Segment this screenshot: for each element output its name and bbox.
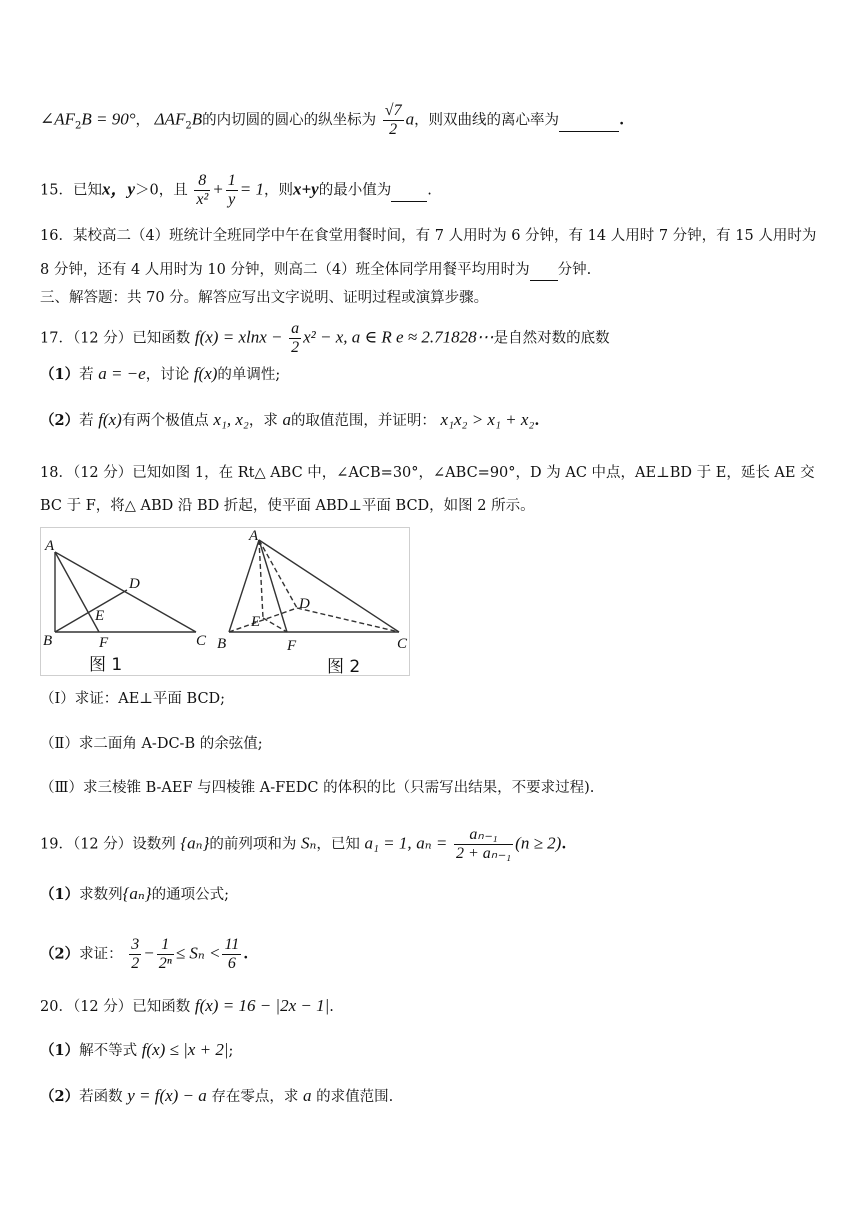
period: . [619, 111, 625, 129]
text: 解不等式 [79, 1043, 138, 1059]
angle-expr: ∠AF [40, 109, 76, 129]
part-label: （2） [40, 945, 80, 963]
q17-part2 [40, 410, 539, 431]
fraction [157, 936, 174, 973]
frac-den: 2 [291, 339, 300, 356]
fig2-label-f: F [287, 638, 297, 654]
math: Sₙ [300, 833, 317, 853]
q20-line [40, 996, 334, 1017]
fraction [454, 826, 513, 863]
fig2-label-e: E [251, 614, 261, 630]
text: 有两个极值点 [121, 413, 209, 429]
answer-blank [391, 181, 427, 202]
q18-part-ii: （Ⅱ）求二面角 A-DC-B 的余弦值; [40, 736, 263, 752]
text: ，讨论 [145, 367, 190, 383]
q17-tail: 是自然对数的底数 [493, 330, 610, 347]
q20-head: 20．（12 分）已知函数 [40, 999, 191, 1015]
fig1-label-d: D [129, 576, 140, 592]
frac-den: y [228, 191, 236, 208]
fig2-label-b: B [217, 636, 227, 652]
frac-den: 2ⁿ [158, 955, 172, 972]
triangle-vertex: B [191, 109, 203, 129]
separator: ， [135, 112, 151, 129]
math: {aₙ} [122, 884, 152, 903]
fig2-edge-bd [229, 608, 297, 632]
math: {aₙ} [180, 833, 210, 853]
part-label: （1） [40, 366, 80, 383]
fraction [222, 936, 241, 973]
text: 的单调性; [217, 367, 281, 383]
fig1-label-c: C [196, 633, 207, 649]
math: (n ≥ 2) [515, 833, 562, 853]
q17-line [40, 320, 610, 357]
fraction [383, 102, 404, 139]
frac-den: 6 [227, 955, 236, 972]
q19-line [40, 826, 566, 863]
math: x₁, x₂ [213, 410, 249, 429]
answer-blank [530, 260, 558, 281]
part-label: （2） [40, 412, 80, 429]
q18-part-iii: （Ⅲ）求三棱锥 B-AEF 与四棱锥 A-FEDC 的体积的比（只需写出结果，不要求过程). [40, 780, 595, 796]
text: ，求 [248, 413, 278, 429]
math: a = −e [98, 364, 146, 383]
q15-number: 15．已知 [40, 182, 102, 199]
period: . [534, 412, 540, 429]
q15-vars: x，y [101, 179, 135, 199]
text: 若 [79, 367, 94, 383]
plus: + [212, 179, 224, 199]
frac-den: 2 [389, 121, 398, 138]
fig1-caption: 图 1 [89, 655, 123, 675]
fig1-edge-bd [55, 590, 127, 632]
section-heading: 三、解答题：共 70 分。解答应写出文字说明、证明过程或演算步骤。 [40, 290, 489, 306]
text: 的取值范围，并证明： [290, 413, 436, 429]
math: f(x) [193, 364, 218, 383]
q19-part1 [40, 884, 229, 905]
frac-num: √7 [384, 102, 402, 119]
q15-expr: x+y [292, 179, 319, 199]
text: ; [228, 1043, 234, 1059]
frac-den: 2 + aₙ₋₁ [455, 845, 512, 862]
q14-tail-line [40, 102, 624, 139]
equals: = 1 [239, 179, 264, 199]
q15-tail: 的最小值为 [318, 182, 392, 199]
q17-function-rest: x² − x, a ∈ R e ≈ 2.71828⋯ [303, 327, 494, 347]
math: f(x) [98, 410, 122, 429]
period: . [427, 182, 432, 199]
period: . [561, 835, 567, 853]
q17-part1 [40, 364, 280, 385]
q15-line [40, 172, 432, 209]
frac-num: aₙ₋₁ [454, 826, 513, 845]
math: y = f(x) − a [127, 1086, 207, 1105]
q16-text: 8 分钟，还有 4 人用时为 10 分钟，则高二（4）班全体同学用餐平均用时为 [40, 262, 530, 278]
period: . [329, 999, 334, 1015]
fig1-label-f: F [99, 635, 109, 651]
frac-num: 8 [194, 172, 210, 191]
math: f(x) = 16 − |2x − 1| [194, 996, 330, 1015]
q18-figure-svg [41, 528, 409, 675]
fig1-label-b: B [43, 633, 53, 649]
text: 存在零点，求 [211, 1089, 299, 1105]
q17-function: f(x) = xlnx − [194, 327, 283, 347]
q18-line1: 18．（12 分）已知如图 1，在 Rt△ ABC 中，∠ACB=30°，∠ABC=90°，D 为 AC 中点，AE⊥BD 于 E，延长 AE 交 [40, 465, 815, 481]
fig2-caption: 图 2 [327, 657, 361, 675]
math: a [282, 410, 291, 429]
frac-num: 11 [224, 936, 240, 953]
text: 求证： [79, 946, 123, 963]
part-label: （2） [40, 1088, 80, 1105]
frac-num: 1 [227, 172, 236, 189]
q18-part-i: （Ⅰ）求证：AE⊥平面 BCD; [40, 691, 226, 707]
frac-num: 1 [157, 936, 174, 955]
math: a₁ = 1, [364, 833, 412, 853]
figure-1 [55, 552, 196, 632]
math: a [303, 1086, 312, 1105]
fig2-label-a: A [249, 528, 259, 544]
fig2-edge-ad [259, 540, 297, 608]
text: 求数列 [79, 887, 123, 903]
q17-head: 17．（12 分）已知函数 [40, 330, 191, 347]
q19-part2 [40, 936, 248, 973]
period: . [243, 945, 249, 963]
fig1-label-e: E [95, 608, 105, 624]
q18-figures [40, 527, 410, 676]
text: 的前列项和为 [209, 836, 297, 853]
text: 若 [79, 413, 94, 429]
frac-num: a [291, 320, 300, 337]
q14-tail-text: ，则双曲线的离心率为 [414, 112, 560, 129]
q15-text: ，则 [263, 182, 293, 199]
math: aₙ = [416, 833, 448, 853]
fraction [226, 172, 238, 209]
subscript: 2 [185, 120, 192, 132]
fig1-label-a: A [45, 538, 55, 554]
part-label: （1） [40, 1042, 80, 1059]
math: x₁x₂ > x₁ + x₂ [440, 410, 535, 429]
text: 若函数 [79, 1089, 123, 1105]
fig2-label-d: D [299, 596, 310, 612]
fig2-label-c: C [397, 636, 408, 652]
q14-text: 的内切圆的圆心的纵坐标为 [202, 112, 377, 129]
q15-cond: ＞0，且 [135, 182, 188, 199]
fig2-edge-ac [259, 540, 399, 632]
var-a: a [405, 109, 415, 129]
frac-den: 2 [131, 955, 140, 972]
q18-line2: BC 于 F，将△ ABD 沿 BD 折起，使平面 ABD⊥平面 BCD，如图 2 所示。 [40, 498, 535, 514]
fraction [194, 172, 210, 209]
frac-den: x² [196, 191, 209, 208]
q16-line1: 16．某校高二（4）班统计全班同学中午在食堂用餐时间，有 7 人用时为 6 分钟，有 14 人用时 7 分钟，有 15 人用时为 [40, 228, 817, 244]
part-label: （1） [40, 886, 80, 903]
text: 的通项公式; [151, 887, 229, 903]
fraction [289, 320, 301, 357]
fraction [129, 936, 141, 973]
q16-line2 [40, 260, 591, 281]
answer-blank [559, 111, 619, 132]
minus: − [143, 943, 155, 963]
q20-part1 [40, 1040, 233, 1061]
text: 的求值范围. [316, 1089, 394, 1105]
math: ≤ Sₙ < [175, 943, 221, 963]
text: ，已知 [316, 836, 360, 853]
angle-value: B = 90° [81, 109, 136, 129]
q20-part2 [40, 1086, 393, 1107]
triangle-expr: ΔAF [154, 109, 186, 129]
subscript: 2 [75, 120, 82, 132]
math: f(x) ≤ |x + 2| [141, 1040, 229, 1059]
q19-head: 19．（12 分）设数列 [40, 836, 176, 853]
frac-num: 3 [131, 936, 140, 953]
fig2-edge-dc [297, 608, 399, 632]
q16-tail: 分钟. [557, 262, 592, 278]
